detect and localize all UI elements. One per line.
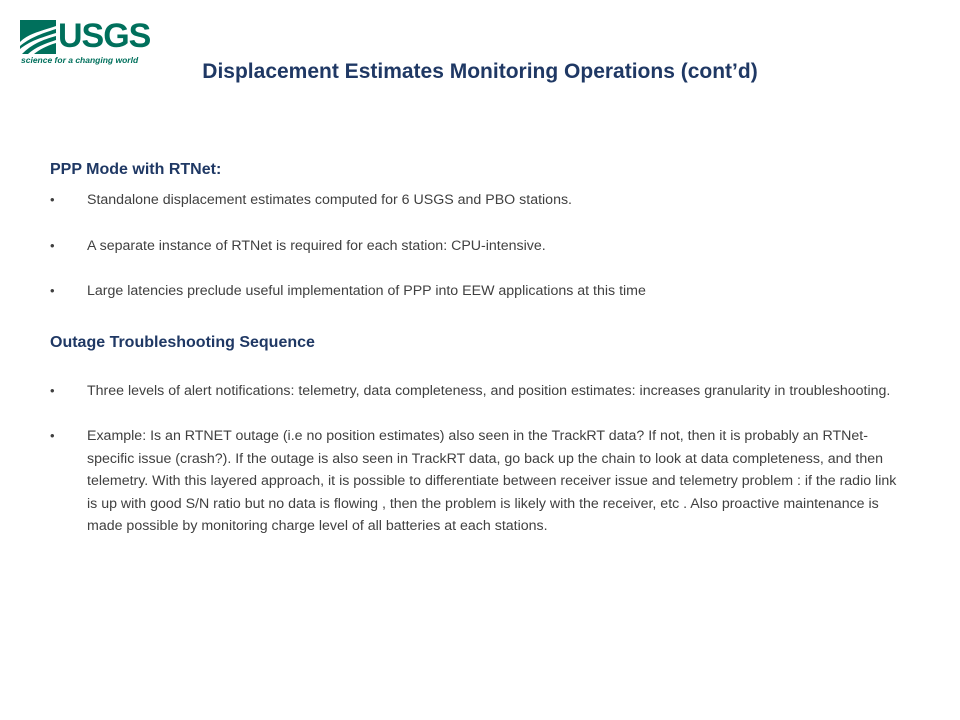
bullet-text: A separate instance of RTNet is required for each station: CPU-intensive. — [87, 237, 546, 254]
bullet-icon: • — [50, 428, 55, 443]
list-item — [50, 380, 900, 403]
list-item — [50, 280, 900, 303]
section-heading-outage: Outage Troubleshooting Sequence — [50, 333, 315, 351]
bullet-icon: • — [50, 237, 55, 253]
list-item — [50, 425, 900, 538]
section-heading-ppp: PPP Mode with RTNet: — [50, 161, 222, 178]
bullet-icon: • — [50, 382, 55, 398]
bullet-text: Example: Is an RTNET outage (i.e no position estimates) also seen in the TrackRT data? If not, then it is probably an RTNet-specific issue (crash?). If the outage is also seen in TrackRT data, go back up the chain to look at data completeness, and then telemetry. With this layered approach, it is possible to differentiate between receiver issue and telemetry problem : if the radio link is up with good S/N ratio but no data is flowing , then the problem is likely with the receiver, etc . Also proactive maintenance is made possible by monitoring charge level of all batteries at each stations. — [87, 428, 897, 534]
bullet-icon: • — [50, 192, 55, 207]
usgs-wave-icon — [20, 20, 56, 54]
bullet-icon: • — [50, 283, 55, 298]
slide-title: Displacement Estimates Monitoring Operations (cont’d) — [202, 60, 758, 83]
slide-content — [50, 158, 900, 538]
usgs-wordmark: USGS — [58, 17, 151, 55]
list-item — [50, 235, 900, 258]
list-item — [50, 189, 900, 212]
usgs-tagline: science for a changing world — [21, 55, 139, 65]
bullet-text: Standalone displacement estimates computed for 6 USGS and PBO stations. — [87, 192, 573, 208]
usgs-logo — [20, 17, 151, 66]
bullet-text: Large latencies preclude useful implementation of PPP into EEW applications at this time — [87, 283, 646, 299]
bullet-text: Three levels of alert notifications: telemetry, data completeness, and position estimates: increases granularity in troubleshooting. — [87, 382, 891, 399]
